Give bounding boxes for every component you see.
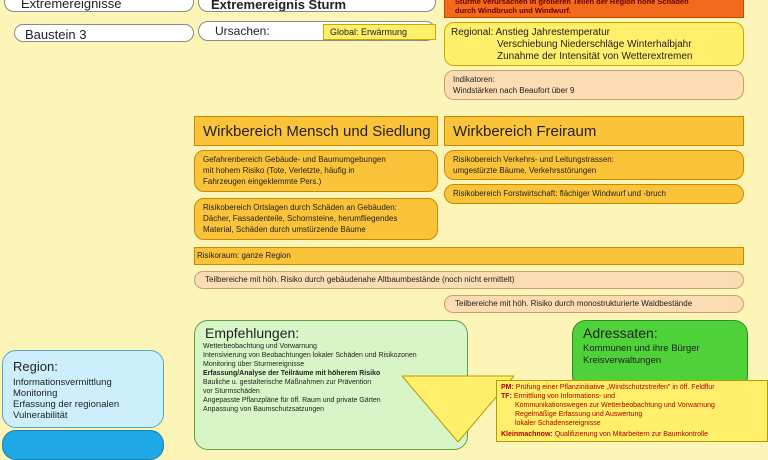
km-text: Qualifizierung von Mitarbeitern zur Baumkontrolle bbox=[554, 431, 708, 438]
km-label: Kleinmachnow: bbox=[501, 431, 553, 438]
indikatoren-value: Windstärken nach Beaufort über 9 bbox=[453, 86, 575, 95]
teilbereiche-wald-text: Teilbereiche mit höh. Risiko durch monostrukturierte Waldbestände bbox=[455, 299, 693, 308]
tf-text: Ermittlung von Informations- und bbox=[513, 393, 616, 400]
regional-line-2: Verschiebung Niederschläge Winterhalbjahr bbox=[497, 39, 692, 50]
ortslagen-line-3: Material, Schäden durch umstürzende Bäume bbox=[203, 225, 366, 234]
indikatoren-box bbox=[444, 70, 744, 100]
freiraum-heading-box bbox=[444, 116, 744, 146]
teilbereiche-altbaum-text: Teilbereiche mit höh. Risiko durch gebäudenahe Altbaumbestände (noch nicht ermittelt) bbox=[205, 275, 515, 284]
ursachen-label: Ursachen: bbox=[215, 24, 270, 38]
ursachen-value: Global: Erwärmung bbox=[330, 27, 408, 37]
adressaten-heading: Adressaten: bbox=[583, 325, 658, 341]
risikoraum-text: Risikoraum: ganze Region bbox=[197, 251, 291, 260]
extremereignis-sturm-box bbox=[198, 0, 436, 12]
ursachen-value-box bbox=[323, 24, 436, 40]
tf-label: TF: bbox=[501, 393, 512, 400]
adressaten-line-1: Kommunen und ihre Bürger bbox=[583, 343, 700, 354]
callout-line-3: lokaler Schadensereignisse bbox=[515, 420, 601, 427]
callout-line-2: Regelmäßige Erfassung und Auswertung bbox=[515, 411, 643, 418]
region-box bbox=[2, 350, 164, 428]
region-lower-box bbox=[2, 430, 164, 460]
baustein-box bbox=[14, 24, 194, 42]
empf-line-8: Anpassung von Baumschutzsatzungen bbox=[203, 406, 325, 413]
freiraum-heading: Wirkbereich Freiraum bbox=[453, 123, 597, 140]
baustein-label: Baustein 3 bbox=[25, 27, 87, 42]
extremereignisse-box bbox=[4, 0, 194, 12]
regional-box bbox=[444, 22, 744, 66]
empf-line-2: Intensivierung von Beobachtungen lokaler Schäden und Risikozonen bbox=[203, 352, 417, 359]
region-line-2: Monitoring bbox=[13, 388, 58, 399]
warning-line-2: durch Windbruch und Windwurf. bbox=[455, 6, 572, 15]
warning-line-1: Stürme verursachen in größeren Teilen der Region hohe Schäden bbox=[455, 0, 689, 6]
gefahren-line-1: Gefahrenbereich Gebäude- und Baumumgebungen bbox=[203, 155, 386, 164]
teilbereiche-wald-bar bbox=[444, 295, 744, 313]
gefahren-line-2: mit hohem Risiko (Tote, Verletzte, häufig in bbox=[203, 166, 355, 175]
regional-line-3: Zunahme der Intensität von Wetterextremen bbox=[497, 51, 693, 62]
risikoraum-bar bbox=[194, 247, 744, 265]
empf-line-1: Wetterbeobachtung und Vorwarnung bbox=[203, 343, 317, 350]
verkehr-line-1: Risikobereich Verkehrs- und Leitungstrassen: bbox=[453, 155, 614, 164]
gefahren-line-3: Fahrzeugen eingeklemmte Pers.) bbox=[203, 177, 322, 186]
verkehrstrassen-box bbox=[444, 150, 744, 180]
gefahrenbereich-box bbox=[194, 150, 438, 192]
pm-line bbox=[501, 384, 715, 391]
callout-box bbox=[496, 380, 768, 442]
region-heading: Region: bbox=[13, 359, 58, 374]
sturm-warning-box bbox=[444, 0, 744, 18]
ortslagen-line-1: Risikobereich Ortslagen durch Schäden an Gebäuden: bbox=[203, 203, 397, 212]
region-line-1: Informationsvermittlung bbox=[13, 377, 112, 388]
empf-line-5: Bauliche u. gestalterische Maßnahmen zur Prävention bbox=[203, 379, 372, 386]
indikatoren-label: Indikatoren: bbox=[453, 75, 495, 84]
empfehlungen-heading: Empfehlungen: bbox=[205, 325, 300, 341]
ortslagen-line-2: Dächer, Fassadenteile, Schornsteine, herumfliegendes bbox=[203, 214, 398, 223]
risikobereich-ortslagen-box bbox=[194, 198, 438, 240]
forstwirtschaft-box bbox=[444, 184, 744, 204]
forst-text: Risikobereich Forstwirtschaft: flächiger Windwurf und -bruch bbox=[453, 189, 666, 198]
empf-line-7: Angepasste Pflanzpläne für öff. Raum und private Gärten bbox=[203, 397, 381, 404]
mensch-heading-box bbox=[194, 116, 438, 146]
callout-line-1: Kommunikationswegen zur Wetterbeobachtung und Vorwarnung bbox=[515, 402, 715, 409]
pm-text: Prüfung einer Pflanzinitiative „Windschutzstreifen" in öff. Feldflur bbox=[515, 384, 715, 391]
empf-line-4: Erfassung/Analyse der Teilräume mit höherem Risiko bbox=[203, 370, 381, 377]
empf-line-6: vor Sturmschäden bbox=[203, 388, 260, 395]
mensch-heading: Wirkbereich Mensch und Siedlung bbox=[203, 123, 431, 140]
adressaten-line-2: Kreisverwaltungen bbox=[583, 355, 662, 366]
region-line-4: Vulnerabilität bbox=[13, 410, 68, 421]
extremereignisse-label: Extremereignisse bbox=[21, 0, 122, 11]
pm-label: PM: bbox=[501, 384, 514, 391]
tf-line bbox=[501, 393, 615, 400]
region-line-3: Erfassung der regionalen bbox=[13, 399, 120, 410]
sturm-label: Extremereignis Sturm bbox=[211, 0, 347, 12]
verkehr-line-2: umgestürzte Bäume, Verkehrsstörungen bbox=[453, 166, 597, 175]
km-line bbox=[501, 431, 708, 438]
teilbereiche-altbaum-bar bbox=[194, 271, 744, 289]
regional-title: Regional: Anstieg Jahrestemperatur bbox=[451, 27, 610, 38]
empf-line-3: Monitoring über Sturmereignisse bbox=[203, 361, 305, 368]
